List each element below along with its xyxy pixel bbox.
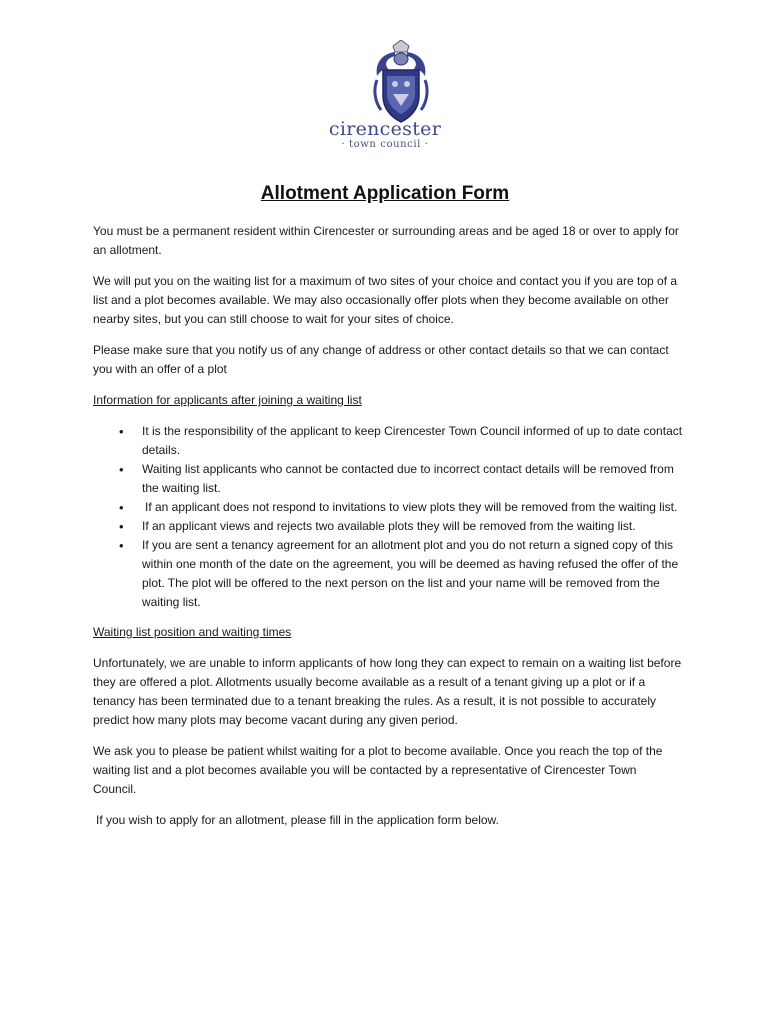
waiting-paragraph: Unfortunately, we are unable to inform applicants of how long they can expect to remain on a waiting list before they are offered a plot. Allotments usually become available as a result of a tenant giving up a plot or if a tenancy has been terminated due to a tenant breaking the rules. As a result, it is not possible to accurately predict how many plots may become vacant during any given period. <box>93 656 682 727</box>
intro-paragraph: You must be a permanent resident within Cirencester or surrounding areas and be aged 18 or over to apply for an allotment. <box>93 224 679 257</box>
section-heading-applicants: Information for applicants after joining a waiting list <box>93 393 362 407</box>
cirencester-crest-icon <box>371 40 431 126</box>
intro-paragraph: Please make sure that you notify us of any change of address or other contact details so that we can contact you with an offer of a plot <box>93 343 669 376</box>
document-body <box>93 222 683 842</box>
intro-paragraph: We will put you on the waiting list for a maximum of two sites of your choice and contact you if you are top of a list and a plot becomes available. We may also occasionally offer plots when they become available on other nearby sites, but you can still choose to wait for your sites of choice. <box>93 274 678 326</box>
council-subtitle: · town council · <box>341 139 429 150</box>
list-item: • It is the responsibility of the applicant to keep Cirencester Town Council informed of up to date contact details. <box>142 422 683 460</box>
section-heading-waiting: Waiting list position and waiting times <box>93 625 292 639</box>
apply-instruction: If you wish to apply for an allotment, please fill in the application form below. <box>96 813 499 827</box>
waiting-paragraph: We ask you to please be patient whilst waiting for a plot to become available. Once you reach the top of the waiting list and a plot becomes available you will be contacted by a representative of Cirencester Town Council. <box>93 744 663 796</box>
applicant-info-list <box>93 422 683 612</box>
list-item: • Waiting list applicants who cannot be contacted due to incorrect contact details will be removed from the waiting list. <box>142 460 683 498</box>
list-item: • If an applicant views and rejects two available plots they will be removed from the waiting list. <box>142 517 683 536</box>
list-item: • If an applicant does not respond to invitations to view plots they will be removed from the waiting list. <box>142 498 683 517</box>
council-name: cirencester <box>328 118 442 140</box>
page-title: Allotment Application Form <box>260 183 510 204</box>
list-item: • If you are sent a tenancy agreement for an allotment plot and you do not return a signed copy of this within one month of the date on the agreement, you will be deemed as having refused the offer of the plot. The plot will be offered to the next person on the list and your name will be removed from the waiting list. <box>142 536 683 612</box>
